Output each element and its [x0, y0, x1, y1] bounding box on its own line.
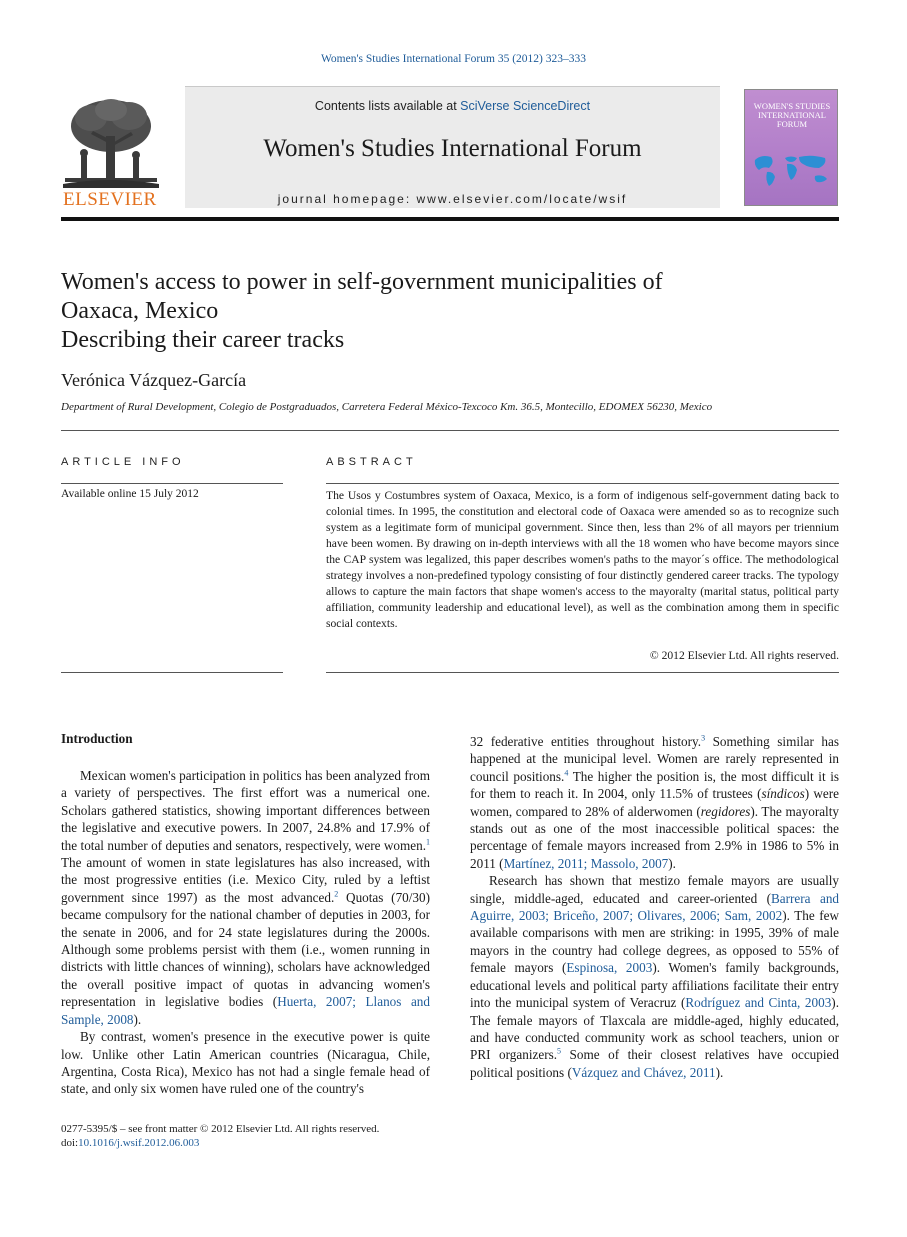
affiliation-divider	[61, 430, 839, 431]
text-span: ). The female mayors of Tlaxcala are middle-aged, highly educated, and have conducted community work as school teachers, union or PRI organizers.	[470, 995, 839, 1063]
abstract-heading: ABSTRACT	[326, 456, 417, 468]
abstract-divider	[326, 483, 839, 484]
text-span: Quotas (70/30) became compulsory for the national chamber of deputies in 2003, for the senate in 2006, and for 24 state legislatures during the 2000s. Although some problems persist with them (i.e., women running in districts with little chances of winning), scholars have acknowledged the overall positive impact of quotas in advancing women's representation in legislative bodies (	[61, 889, 430, 1010]
right-column	[470, 733, 839, 1081]
world-map-icon	[751, 152, 833, 188]
right-paragraph-1	[470, 733, 839, 872]
footnote-3-link[interactable]: 3	[701, 733, 706, 743]
text-span: Research has shown that mestizo female mayors are usually single, middle-aged, educated and career-oriented (	[470, 873, 839, 906]
citation-rodriguez-cinta[interactable]: Rodríguez and Cinta, 2003	[685, 995, 832, 1011]
footnote-1-link[interactable]: 1	[426, 837, 430, 847]
text-span: ).	[133, 1011, 142, 1027]
abstract-text: The Usos y Costumbres system of Oaxaca, Mexico, is a form of indigenous self-government dating back to colonial times. In 1995, the constitution and electoral code of Oaxaca were amended so as to recognize such system as a legitimate form of municipal government. Since then, less than 2% of all mayors per triennium have been women. By drawing on in-depth interviews with all the 18 women who have become mayors since the CAP system was legalized, this paper describes women's paths to the mayor´s office. The methodological strategy involves a non-predefined typology consisting of four distinctly gendered career tracks. The typology allows to capture the main factors that shape women's access to the mayoralty (marital status, political party affiliation, community leadership and educational level), as well as the combination among them in specific social contexts.	[326, 489, 839, 630]
article-info-heading: ARTICLE INFO	[61, 456, 185, 468]
cover-title: WOMEN'S STUDIES INTERNATIONAL FORUM	[753, 101, 831, 129]
elsevier-wordmark: ELSEVIER	[63, 189, 157, 210]
citation-vazquez-chavez[interactable]: Vázquez and Chávez, 2011	[571, 1064, 716, 1080]
header-divider	[61, 217, 839, 221]
author-affiliation: Department of Rural Development, Colegio de Postgraduados, Carretera Federal México-Texcoco Km. 36.5, Montecillo, EDOMEX 56230, Mexico	[61, 401, 713, 413]
term-regidores: regidores	[700, 803, 751, 819]
issn-line: 0277-5395/$ – see front matter © 2012 Elsevier Ltd. All rights reserved.	[61, 1123, 380, 1135]
footnote-4-link[interactable]: 4	[564, 768, 569, 778]
available-online-date: Available online 15 July 2012	[61, 488, 199, 500]
journal-title: Women's Studies International Forum	[263, 135, 642, 162]
citation-barrera-sam[interactable]: Barrera and Aguirre, 2003; Briceño, 2007; Olivares, 2006; Sam, 2002	[470, 890, 840, 924]
text-span: ). The mayoralty stands out as one of the most inaccessible political spaces: the percentage of female mayors increased from 2.9% in 1986 to 5% in 2011 (	[470, 803, 839, 871]
doi-prefix: doi:	[61, 1137, 79, 1149]
citation-espinosa[interactable]: Espinosa, 2003	[566, 960, 653, 976]
right-paragraph-2	[470, 872, 839, 1081]
title-subtitle: Describing their career tracks	[61, 327, 345, 353]
contents-prefix: Contents lists available at	[314, 99, 457, 113]
text-span: The amount of women in state legislatures has also increased, with the most progressive entities (i.e. Mexico City, ruled by a leftist government since 1997) as the most advanced.	[61, 855, 430, 905]
introduction-heading: Introduction	[61, 731, 133, 746]
text-span: 32 federative entities throughout history.	[470, 734, 702, 749]
text-span: Some of their closest relatives have occupied political positions (	[470, 1047, 839, 1080]
sciencedirect-link[interactable]: SciVerse ScienceDirect	[460, 99, 591, 113]
text-span: ).	[715, 1064, 724, 1080]
article-info-bottom-rule	[61, 672, 283, 673]
title-line-2: Oaxaca, Mexico	[61, 298, 219, 324]
journal-header	[61, 86, 839, 210]
title-line-1: Women's access to power in self-government municipalities of	[61, 269, 663, 295]
journal-homepage[interactable]: journal homepage: www.elsevier.com/locate/wsif	[277, 192, 628, 206]
citation-huerta-llanos[interactable]: Huerta, 2007; Llanos and Sample, 2008	[61, 994, 430, 1027]
text-span: The higher the position is, the most difficult it is for them to reach it. In 2004, only 11.5% of trustees (	[470, 768, 840, 802]
journal-citation[interactable]: Women's Studies International Forum 35 (2012) 323–333	[321, 53, 586, 65]
journal-banner	[185, 86, 720, 208]
doi-link[interactable]: 10.1016/j.wsif.2012.06.003	[78, 1137, 200, 1149]
contents-line	[185, 99, 720, 113]
term-sindicos: síndicos	[761, 786, 805, 802]
left-column	[61, 767, 430, 1098]
left-paragraph-2: By contrast, women's presence in the executive power is quite low. Unlike other Latin American countries (Nicaragua, Chile, Argentina, Costa Rica), Mexico has not had a single female head of state, and only six women have ruled one of the country's	[61, 1029, 430, 1097]
citation-martinez-massolo[interactable]: Martínez, 2011; Massolo, 2007	[503, 855, 669, 871]
text-span: ).	[668, 855, 676, 871]
doi-line	[61, 1136, 379, 1150]
footnote-2-link[interactable]: 2	[334, 889, 339, 899]
page-footer	[61, 1122, 379, 1150]
abstract-bottom-rule	[326, 672, 839, 673]
article-title	[61, 268, 831, 355]
text-span: ). The few available comparisons with men are striking: in 1995, 39% of male mayors in the country had college degrees, as opposed to 55% of female mayors (	[470, 908, 839, 976]
footnote-5-link[interactable]: 5	[557, 1046, 562, 1056]
text-span: ). Women's family backgrounds, educational levels and political party affiliations facilitate their entry into the municipal system of Veracruz (	[470, 960, 839, 1011]
article-info-divider	[61, 483, 283, 484]
journal-cover-thumbnail	[744, 89, 838, 206]
text-span: Mexican women's participation in politics has been analyzed from a variety of perspectives. The first effort was a numerical one. Scholars gathered statistics, showing important differences between the legislative and executive powers. In 2007, 24.8% and 17.9% of the total number of deputies and senators, respectively, were women.	[61, 768, 430, 853]
left-paragraph-1	[61, 767, 430, 1028]
author-name[interactable]: Verónica Vázquez-García	[61, 370, 247, 390]
abstract-copyright: © 2012 Elsevier Ltd. All rights reserved.	[649, 649, 839, 662]
text-span: ) were women, compared to 28% of alderwomen (	[470, 786, 840, 819]
text-span: Something similar has happened at the municipal level. Women are rarely represented in council positions.	[470, 734, 840, 784]
